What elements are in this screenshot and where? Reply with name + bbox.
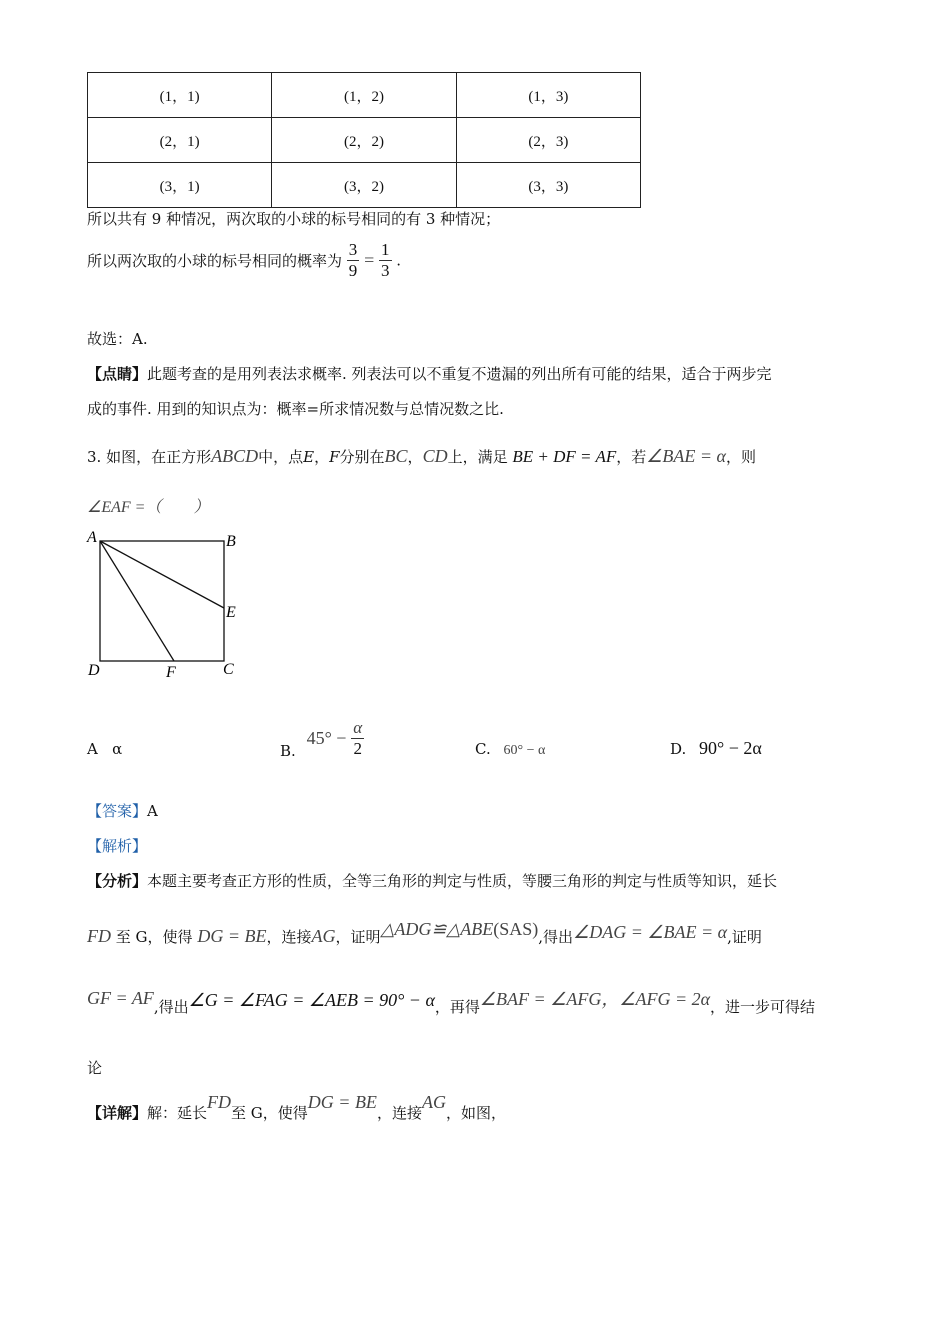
table-row (88, 163, 641, 208)
text: ，连接 (266, 928, 312, 946)
fraction-denominator: 3 (381, 261, 390, 280)
fraction-denominator: 2 (353, 739, 362, 758)
math-ag: AG (311, 926, 336, 946)
math-bae: ∠BAE = α (646, 446, 726, 466)
option-value-prefix: 45° − (306, 728, 347, 748)
table-row (88, 73, 641, 118)
math-cd: CD (422, 446, 448, 466)
option-b (280, 718, 364, 759)
fraction-numerator: 3 (348, 240, 358, 259)
option-label: D. (670, 740, 687, 758)
jiexi-tag: 【解析】 (87, 837, 148, 855)
math-angle-dag: ∠DAG = ∠BAE = α (573, 922, 728, 942)
math-angle-g: ∠G = ∠FAG = ∠AEB = 90° − α (188, 990, 435, 1010)
label-b: B (226, 533, 236, 550)
question-3-stem (87, 446, 756, 467)
stem-text: ， (407, 448, 423, 466)
text: 解：延长 (147, 1104, 208, 1122)
option-c (475, 740, 545, 759)
square-abcd (100, 541, 224, 661)
fenxi-line3: GF = AF,得出∠G = ∠FAG = ∠AEB = 90° − α，再得∠BAF = ∠AFG，∠AFG = 2α，进一步可得结 (87, 988, 816, 1016)
math-ag: AG (421, 1092, 446, 1112)
table-row (88, 118, 641, 163)
text: 得出 (158, 998, 189, 1016)
label-c: C (223, 661, 234, 678)
xiangjie-line (87, 1092, 506, 1123)
dianjing-line2: 成的事件. 用到的知识点为：概率=所求情况数与总情况数之比. (87, 400, 504, 418)
stem-text: 上，满足 (447, 448, 508, 466)
math-angle-baf: ∠BAF = ∠AFG，∠AFG = 2α (479, 989, 711, 1009)
dianjing-tag: 【点睛】 (87, 365, 148, 383)
xiangjie-tag: 【详解】 (87, 1104, 148, 1122)
case-count-text: 所以共有 9 种情况，两次取的小球的标号相同的有 3 种情况； (87, 210, 501, 228)
period: . (396, 251, 402, 270)
option-d (670, 738, 762, 759)
math-f: F (329, 448, 340, 466)
question-3-ask: ∠EAF =（ ） (87, 499, 210, 516)
table-cell: (2，2) (272, 118, 456, 163)
math-sas: (SAS) (493, 919, 539, 939)
table-cell: (2，1) (88, 118, 272, 163)
table-cell: (1，3) (456, 73, 640, 118)
text: ，连接 (376, 1104, 422, 1122)
option-label: B. (280, 741, 296, 760)
text: ，再得 (434, 998, 480, 1016)
text: 得出 (543, 928, 574, 946)
math-fd: FD (207, 1092, 232, 1112)
option-label: A (87, 740, 98, 758)
text: ，进一步可得结 (710, 998, 816, 1016)
fraction-numerator: α (353, 718, 363, 737)
table-cell: (1，2) (272, 73, 456, 118)
text: 至 G，使得 (231, 1104, 308, 1122)
option-value: 90° − 2α (699, 738, 762, 758)
label-f: F (166, 664, 176, 681)
equals-sign: = (364, 250, 375, 270)
math-fd: FD (87, 926, 111, 946)
answer-value: A (147, 802, 158, 820)
math-dg-be: DG = BE (197, 926, 267, 946)
math-abcd: ABCD (211, 446, 259, 466)
option-a (87, 740, 122, 758)
fenxi-tag: 【分析】 (87, 872, 148, 890)
text: ，证明 (335, 928, 381, 946)
label-d: D (88, 662, 100, 679)
math-congruence: △ADG≌△ABE (380, 919, 494, 939)
segment-af (100, 541, 174, 661)
question-number: 3. (87, 448, 102, 466)
probability-text (87, 240, 401, 281)
table-cell: (2，3) (456, 118, 640, 163)
table-cell: (3，2) (272, 163, 456, 208)
option-label: C. (475, 740, 491, 758)
math-condition: BE + DF = AF (512, 447, 617, 466)
text: ，如图， (445, 1104, 506, 1122)
answer-tag: 【答案】 (87, 802, 148, 820)
text: 至 G，使得 (115, 928, 193, 946)
stem-text: ，则 (725, 448, 756, 466)
stem-text: 如图，在正方形 (106, 448, 212, 466)
table-cell: (3，3) (456, 163, 640, 208)
fenxi-line2: FD 至 G，使得 DG = BE，连接AG，证明△ADG≌△ABE(SAS),得出∠DAG = ∠BAE = α,证明 (87, 919, 762, 946)
fraction-numerator: 1 (381, 240, 390, 259)
label-a: A (87, 529, 97, 546)
math-e: E (303, 448, 315, 466)
probability-prefix: 所以两次取的小球的标号相同的概率为 (87, 252, 343, 270)
answer-line (87, 800, 158, 821)
dianjing-text: 此题考查的是用列表法求概率. 列表法可以不重复不遗漏的列出所有可能的结果，适合于两步完 (147, 365, 772, 383)
stem-text: ， (314, 448, 330, 466)
option-value: α (112, 740, 123, 758)
text: 证明 (731, 928, 762, 946)
fenxi-line1 (87, 870, 777, 891)
fenxi-text: 本题主要考查正方形的性质，全等三角形的判定与性质，等腰三角形的判定与性质等知识，延长 (147, 872, 778, 890)
fraction-1-3 (379, 240, 392, 281)
stem-text: ，若 (616, 448, 647, 466)
square-figure (84, 528, 244, 683)
math-dg-be: DG = BE (307, 1092, 377, 1112)
dianjing-line1 (87, 363, 772, 384)
segment-ae (100, 541, 224, 608)
stem-text: 分别在 (339, 448, 385, 466)
label-e: E (226, 604, 236, 621)
stem-text: 中，点 (258, 448, 304, 466)
table-cell: (1，1) (88, 73, 272, 118)
choice-text: 故选：A. (87, 330, 148, 348)
fraction-denominator: 9 (348, 261, 358, 280)
option-fraction (351, 718, 364, 759)
math-bc: BC (384, 446, 408, 466)
table-cell: (3，1) (88, 163, 272, 208)
fraction-3-9 (347, 240, 360, 281)
math-gf-af: GF = AF (87, 988, 154, 1008)
option-value: 60° − α (503, 743, 546, 758)
fenxi-line4: 论 (87, 1059, 103, 1077)
outcome-table (87, 72, 641, 208)
